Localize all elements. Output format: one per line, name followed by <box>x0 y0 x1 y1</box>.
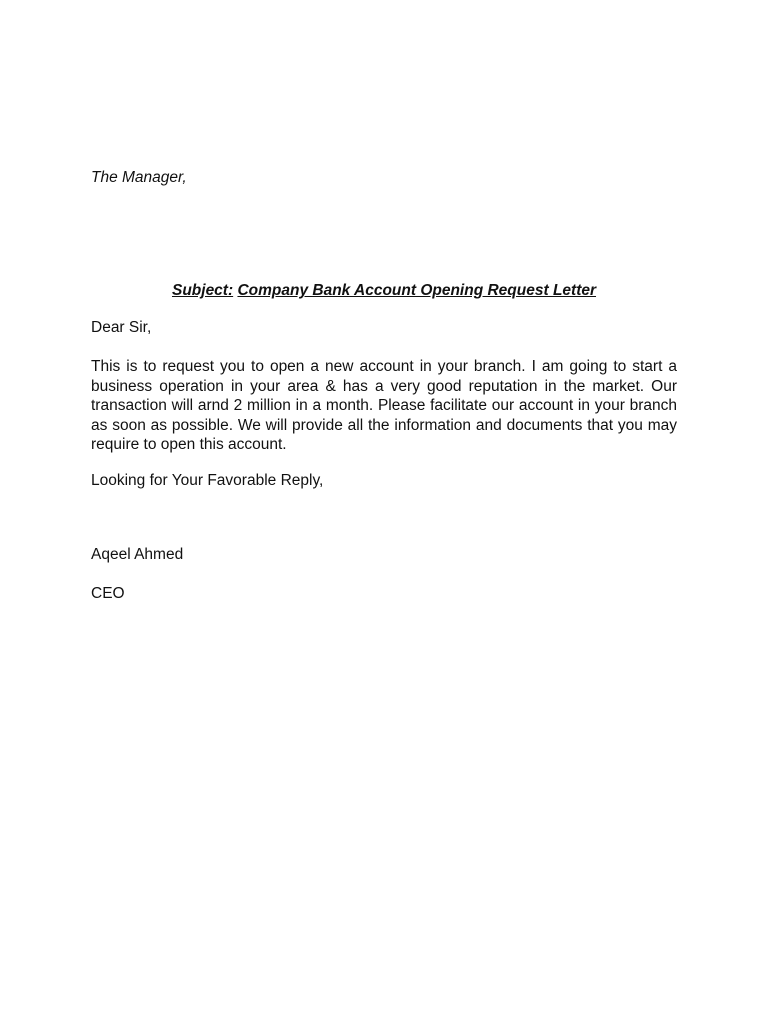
subject-label: Subject: <box>171 282 234 299</box>
signer-title: CEO <box>91 585 125 602</box>
addressee-line: The Manager, <box>91 169 187 186</box>
signer-name: Aqeel Ahmed <box>91 546 184 563</box>
subject-text: Company Bank Account Opening Request Letter <box>237 282 597 299</box>
salutation: Dear Sir, <box>91 319 152 336</box>
closing-line: Looking for Your Favorable Reply, <box>91 472 324 489</box>
subject-line <box>91 281 677 301</box>
letter-body: This is to request you to open a new account in your branch. I am going to start a business operation in your area & has a very good reputation in the market. Our transaction will arnd 2 million in a month. Please facilitate our account in your branch as soon as possible. We will provide all the information and documents that you may require to open this account. <box>91 358 677 453</box>
